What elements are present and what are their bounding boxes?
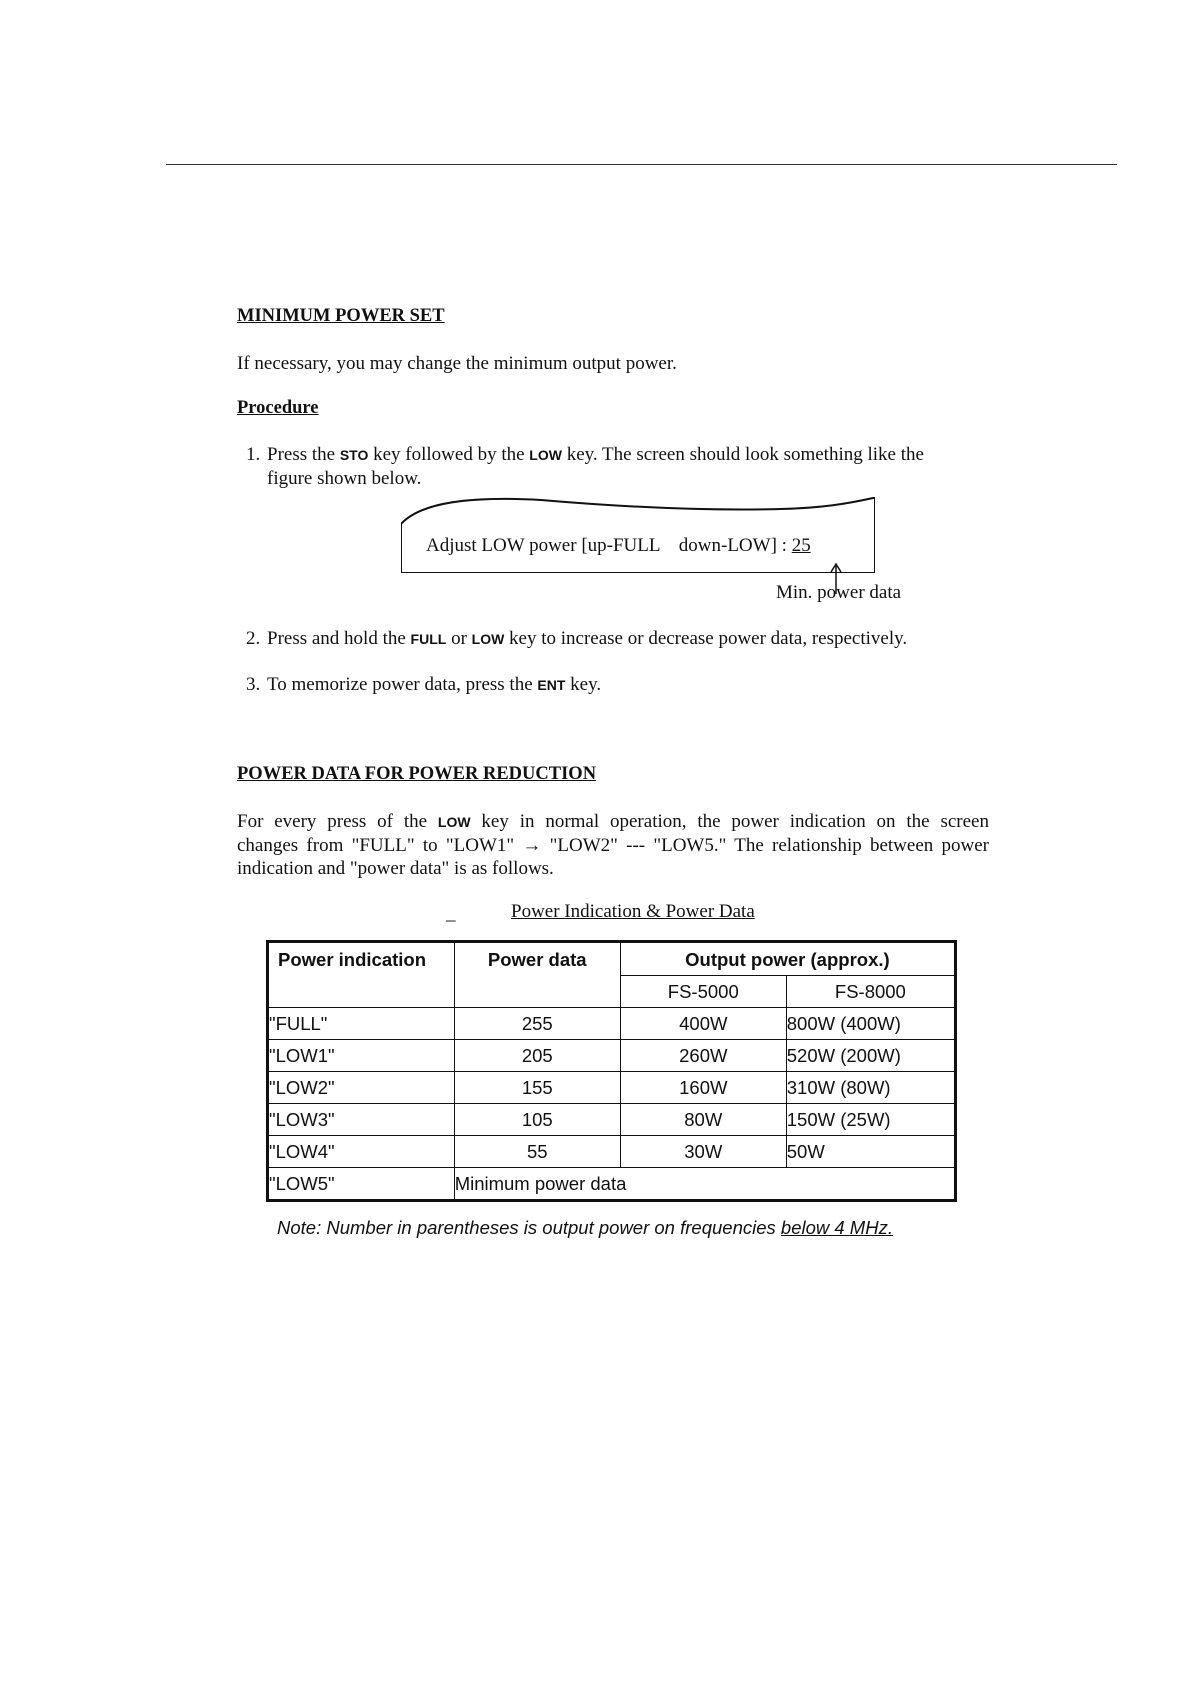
step-number: 1. — [246, 444, 261, 465]
header-rule — [166, 164, 1117, 165]
section-heading-minimum-power-set: MINIMUM POWER SET — [237, 306, 445, 326]
table-row: "FULL" 255 400W 800W (400W) — [268, 1008, 956, 1040]
low-key: LOW — [437, 814, 471, 830]
step-2: 2. Press and hold the FULL or LOW key to increase or decrease power data, respectively. — [246, 628, 908, 649]
header-fs8000: FS-8000 — [786, 976, 955, 1008]
table-row: "LOW2" 155 160W 310W (80W) — [268, 1072, 956, 1104]
stray-mark: _ — [446, 903, 456, 924]
header-power-data: Power data — [454, 942, 620, 1008]
header-fs5000: FS-5000 — [620, 976, 786, 1008]
full-key: FULL — [410, 631, 447, 647]
power-reduction-paragraph: For every press of the LOW key in normal operation, the power indication on the screen changes from "FULL" to "LOW1" → "LOW2" --- "LOW5." The relationship between power indication and "power data" is as follows. — [237, 811, 989, 879]
procedure-heading: Procedure — [237, 398, 319, 418]
min-power-annotation: Min. power data — [776, 582, 902, 603]
sto-key: STO — [339, 447, 369, 463]
table-row: "LOW3" 105 80W 150W (25W) — [268, 1104, 956, 1136]
low-key: LOW — [471, 631, 505, 647]
table-title: Power Indication & Power Data — [511, 901, 755, 922]
table-row: "LOW4" 55 30W 50W — [268, 1136, 956, 1168]
table-row: "LOW5" Minimum power data — [268, 1168, 956, 1201]
header-output-power: Output power (approx.) — [620, 942, 955, 976]
ent-key: ENT — [537, 677, 566, 693]
header-power-indication: Power indication — [268, 942, 455, 1008]
min-power-value: 25 — [791, 535, 811, 556]
lcd-screen-figure — [401, 496, 875, 573]
table-note: Note: Number in parentheses is output power on frequencies below 4 MHz. — [277, 1217, 893, 1238]
table-row: "LOW1" 205 260W 520W (200W) — [268, 1040, 956, 1072]
intro-text: If necessary, you may change the minimum output power. — [237, 353, 677, 374]
low-key: LOW — [529, 447, 562, 463]
step-3: 3. To memorize power data, press the ENT key. — [246, 674, 602, 695]
step-1: 1. Press the STO key followed by the LOW key. The screen should look something like the figure shown below. — [246, 444, 924, 489]
screen-message: Adjust LOW power [up-FULL down-LOW] : 25 — [426, 535, 811, 556]
section-heading-power-reduction: POWER DATA FOR POWER REDUCTION — [237, 764, 597, 784]
power-table — [266, 940, 957, 1202]
